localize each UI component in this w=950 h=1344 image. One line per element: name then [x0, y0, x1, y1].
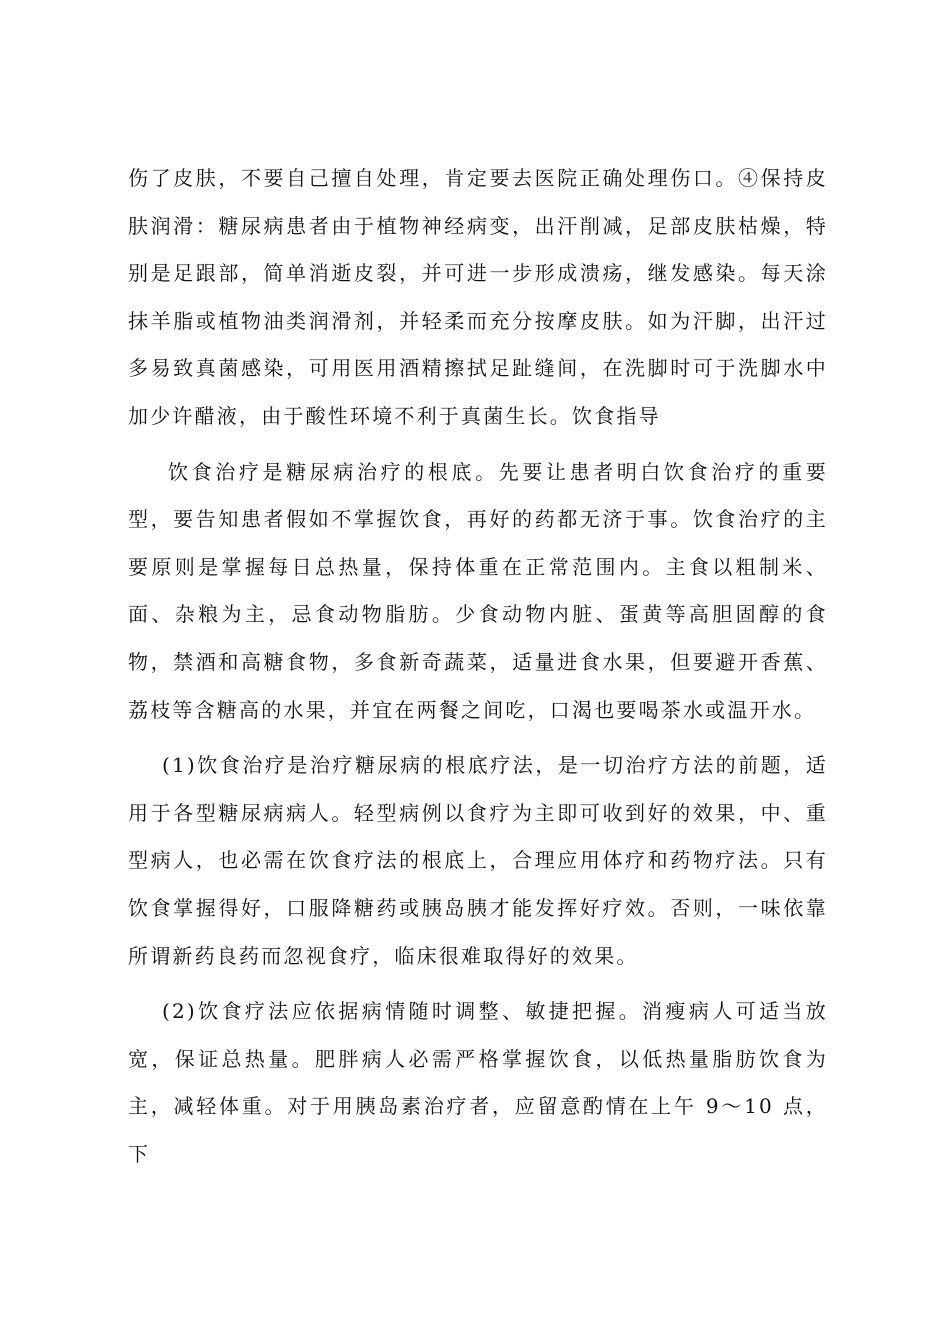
paragraph-diet-therapy: 饮食治疗是糖尿病治疗的根底。先要让患者明白饮食治疗的重要型，要告知患者假如不掌握饮食，再好的药都无济于事。饮食治疗的主要原则是掌握每日总热量，保持体重在正常范围内。主食以粗制米、面、杂粮为主，忌食动物脂肪。少食动物内脏、蛋黄等高胆固醇的食物，禁酒和高糖食物，多食新奇蔬菜，适量进食水果，但要避开香蕉、荔枝等含糖高的水果，并宜在两餐之间吃，口渴也要喝茶水或温开水。: [128, 459, 828, 722]
document-body: [128, 155, 828, 1186]
paragraph-foot-care: 伤了皮肤，不要自己擅自处理，肯定要去医院正确处理伤口。④保持皮肤润滑：糖尿病患者由于植物神经病变，出汗削减，足部皮肤枯燥，特别是足跟部，简单消逝皮裂，并可进一步形成溃疡，继发感染。每天涂抹羊脂或植物油类润滑剂，并轻柔而充分按摩皮肤。如为汗脚，出汗过多易致真菌感染，可用医用酒精擦拭足趾缝间，在洗脚时可于洗脚水中加少许醋液，由于酸性环境不利于真菌生长。饮食指导: [128, 166, 828, 428]
paragraph-point-1: (1)饮食治疗是治疗糖尿病的根底疗法，是一切治疗方法的前题，适用于各型糖尿病病人。轻型病例以食疗为主即可收到好的效果，中、重型病人，也必需在饮食疗法的根底上，合理应用体疗和药物疗法。只有饮食掌握得好，口服降糖药或胰岛胰才能发挥好疗效。否则，一味依靠所谓新药良药而忽视食疗，临床很难取得好的效果。: [128, 753, 828, 968]
paragraph-point-2: (2)饮食疗法应依据病情随时调整、敏捷把握。消瘦病人可适当放宽，保证总热量。肥胖病人必需严格掌握饮食，以低热量脂肪饮食为主，减轻体重。对于用胰岛素治疗者，应留意酌情在上午 9～10 点，下: [128, 999, 828, 1166]
